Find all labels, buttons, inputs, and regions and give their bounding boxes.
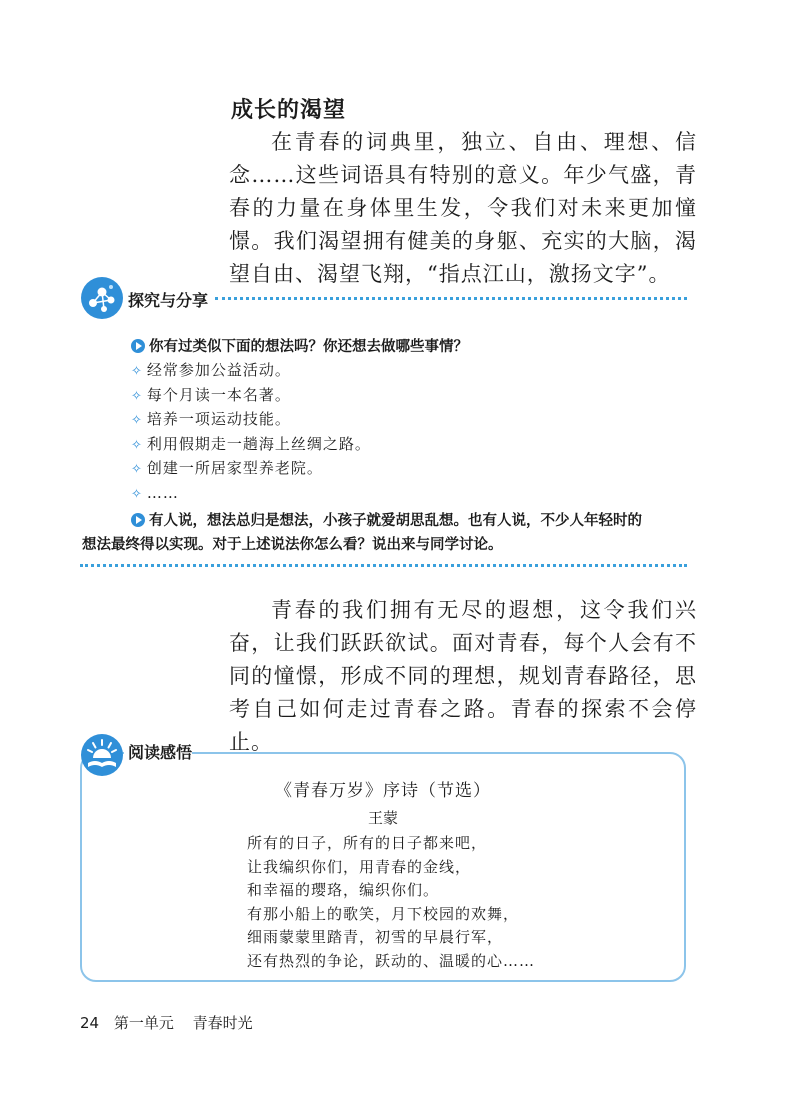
poem-line: 所有的日子，所有的日子都来吧， [247,834,488,852]
unit-title: 青春时光 [192,1014,253,1032]
list-item: ✧ 创建一所居家型养老院。 [131,459,323,477]
poem-line: 和幸福的璎珞，编织你们。 [247,881,440,899]
dotted-divider-bottom [80,564,687,567]
reading-title: 阅读感悟 [128,743,193,762]
molecule-icon [80,276,124,320]
diamond-bullet-icon: ✧ [131,462,143,477]
play-circle-icon [131,513,145,527]
poem-title: 《青春万岁》序诗（节选） [275,781,491,801]
play-circle-icon [131,339,145,353]
poem-author: 王蒙 [367,809,398,827]
list-item: ✧ 经常参加公益活动。 [131,361,291,379]
list-item: ✧ 培养一项运动技能。 [131,410,291,428]
explore-share-title: 探究与分享 [128,291,209,310]
poem-line: 让我编织你们，用青春的金线， [247,857,472,876]
list-item: ✧ 利用假期走一趟海上丝绸之路。 [131,434,371,453]
diamond-bullet-icon: ✧ [131,437,143,453]
intro-paragraph: 在青春的词典里，独立、自由、理想、信念……这些词语具有特别的意义。年少气盛，青春的力量在身体里生发，令我们对未来更加憧憬。我们渴望拥有健美的身躯、充实的大脑，渴望自由、渴望飞翔，“指点江山，激扬文字”。 [229,130,697,286]
poem-lines [247,832,535,973]
unit-label: 第一单元 [113,1014,174,1032]
poem-line: 有那小船上的歌笑，月下校园的欢舞， [247,904,520,923]
poem-line: 细雨蒙蒙里踏青，初雪的早晨行军， [247,928,504,946]
question-1-text: 你有过类似下面的想法吗？你还想去做哪些事情？ [149,339,468,355]
question-2 [82,509,691,557]
poem-line: 还有热烈的争论，跃动的、温暖的心…… [247,951,536,970]
list-item: ✧ …… [131,483,179,502]
page-footer [80,1012,253,1033]
question-1 [131,335,691,359]
sunrise-book-icon [80,733,124,777]
diamond-bullet-icon: ✧ [131,413,143,428]
dotted-divider-top [215,297,687,300]
diamond-bullet-icon: ✧ [131,486,143,502]
diamond-bullet-icon: ✧ [131,364,143,379]
diamond-bullet-icon: ✧ [131,388,143,404]
question-2-line-2: 想法最终得以实现。对于上述说法你怎么看？说出来与同学讨论。 [82,537,503,553]
question-2-line-1: 有人说，想法总归是想法，小孩子就爱胡思乱想。也有人说，不少人年轻时的 [149,513,642,529]
ideas-list [131,359,371,506]
body-paragraph: 青春的我们拥有无尽的遐想，这令我们兴奋，让我们跃跃欲试。面对青春，每个人会有不同的憧憬，形成不同的理想，规划青春路径，思考自己如何走过青春之路。青春的探索不会停止。 [229,598,697,754]
list-item: ✧ 每个月读一本名著。 [131,385,291,404]
page-number: 24 [80,1014,100,1032]
section-title: 成长的渴望 [231,98,347,123]
